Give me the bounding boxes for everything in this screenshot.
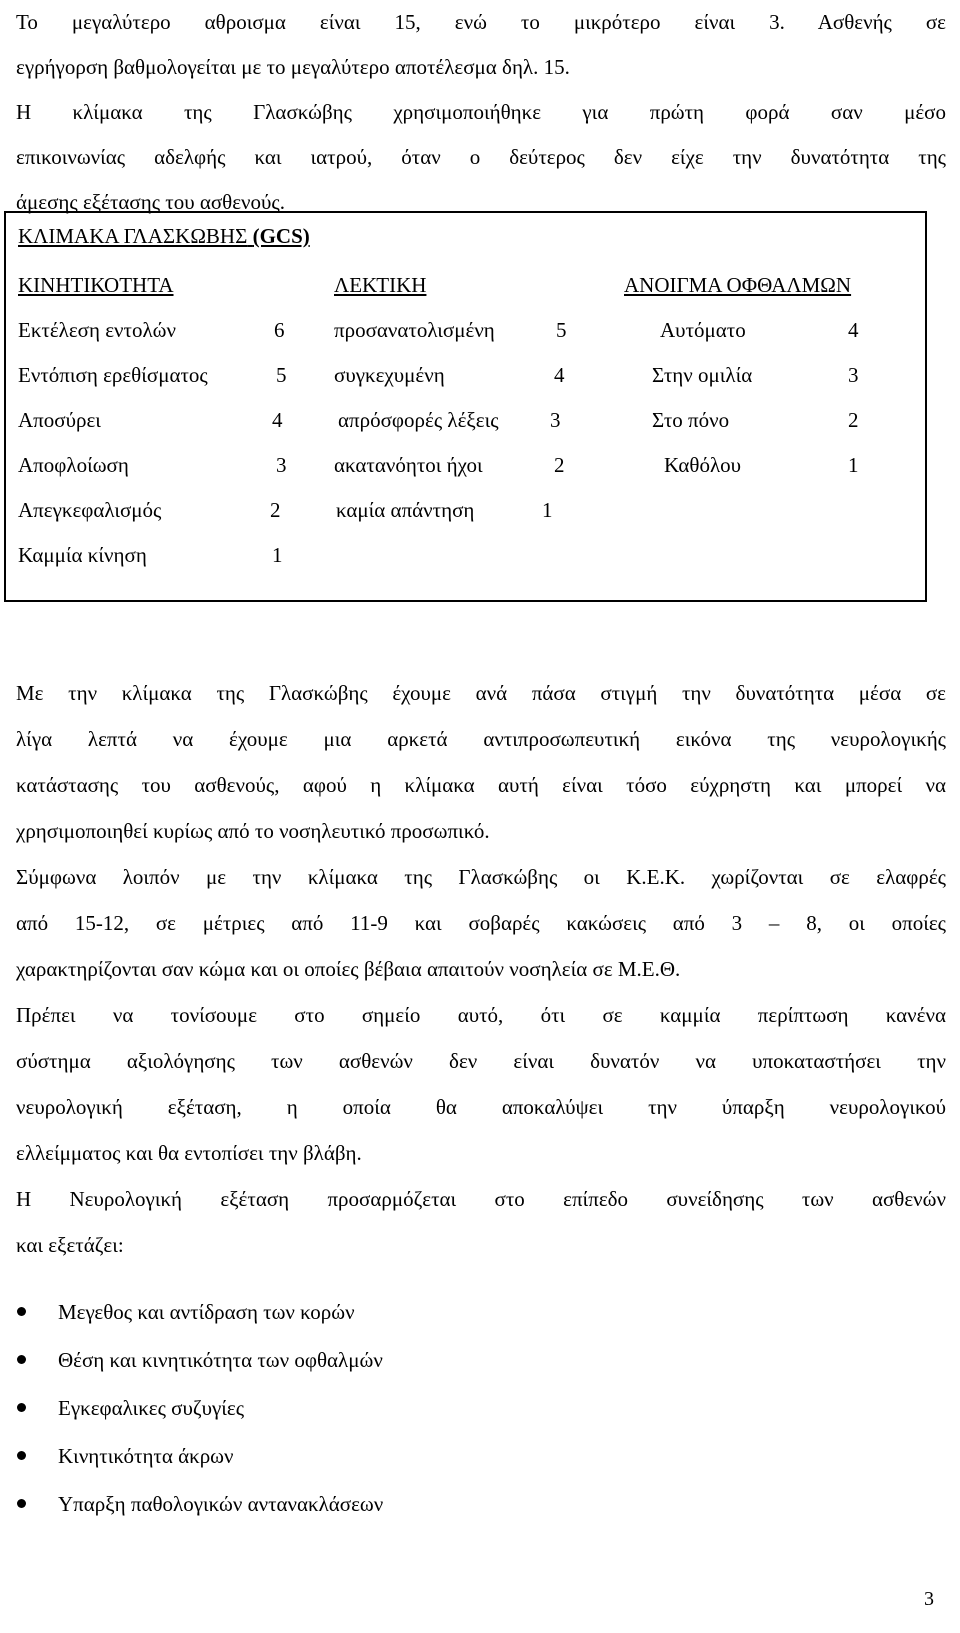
header-motor: ΚΙΝΗΤΙΚΟΤΗΤΑ [18,273,174,297]
intro-line: εγρήγορση βαθμολογείται με το μεγαλύτερο αποτέλεσμα δηλ. 15. [16,55,570,79]
list-item-text: Θέση και κινητικότητα των οφθαλμών [58,1348,383,1372]
eyes-label: Στην ομιλία [652,363,753,387]
motor-label: Αποσύρει [18,408,101,432]
body-line: από 15-12, σε μέτριες από 11-9 και σοβαρές κακώσεις από 3 – 8, οι οποίες [16,911,946,935]
motor-label: Απεγκεφαλισμός [18,498,162,522]
verbal-score: 4 [554,363,565,387]
list-item [0,1432,383,1480]
list-item-text: Εγκεφαλικες συζυγίες [58,1396,245,1420]
page-number: 3 [924,1588,934,1610]
motor-score: 2 [270,498,281,522]
bullet-icon [17,1499,26,1508]
eyes-score: 3 [848,363,859,387]
body-line: και εξετάζει: [16,1233,124,1257]
eyes-score: 2 [848,408,859,432]
verbal-score: 2 [554,453,565,477]
verbal-label: απρόσφορές λέξεις [338,408,499,432]
bullet-icon [17,1451,26,1460]
body-line: σύστημα αξιολόγησης των ασθενών δεν είναι δυνατόν να υποκαταστήσει την [16,1049,946,1073]
intro-line: Το μεγαλύτερο αθροισμα είναι 15, ενώ το μικρότερο είναι 3. Ασθενής σε [16,10,946,34]
verbal-label: προσανατολισμένη [334,318,495,342]
intro-line: επικοινωνίας αδελφής και ιατρού, όταν ο δεύτερος δεν είχε την δυνατότητα της [16,145,946,169]
verbal-label: συγκεχυμένη [334,363,445,387]
list-item-text: Μεγεθος και αντίδραση των κορών [58,1300,355,1324]
body-line: χαρακτηρίζονται σαν κώμα και οι οποίες βέβαια απαιτούν νοσηλεία σε Μ.Ε.Θ. [16,957,681,981]
body-line: νευρολογική εξέταση, η οποία θα αποκαλύψει την ύπαρξη νευρολογικού [16,1095,946,1119]
motor-label: Εκτέλεση εντολών [18,318,176,342]
bullet-icon [17,1355,26,1364]
gcs-table-box [4,211,927,602]
body-line: χρησιμοποιηθεί κυρίως από το νοσηλευτικό προσωπικό. [16,819,490,843]
list-item [0,1384,383,1432]
intro-line: άμεσης εξέτασης του ασθενούς. [16,190,286,214]
motor-score: 1 [272,543,283,567]
motor-score: 4 [272,408,283,432]
header-verbal: ΛΕΚΤΙΚΗ [334,273,427,297]
verbal-score: 1 [542,498,553,522]
body-line: ελλείμματος και θα εντοπίσει την βλάβη. [16,1141,362,1165]
list-item [0,1336,383,1384]
bullet-icon [17,1403,26,1412]
gcs-abbr: (GCS) [252,224,310,248]
body-line: κατάστασης του ασθενούς, αφού η κλίμακα αυτή είναι τόσο εύχρηστη και μπορεί να [16,773,946,797]
intro-line: Η κλίμακα της Γλασκώβης χρησιμοποιήθηκε για πρώτη φορά σαν μέσο [16,100,946,124]
eyes-score: 1 [848,453,859,477]
eyes-score: 4 [848,318,859,342]
verbal-score: 5 [556,318,567,342]
body-text [16,670,946,1268]
body-line: Πρέπει να τονίσουμε στο σημείο αυτό, ότι σε καμμία περίπτωση κανένα [16,1003,946,1027]
motor-label: Εντόπιση ερεθίσματος [18,363,208,387]
list-item [0,1480,383,1528]
intro-paragraph [16,0,946,225]
body-line: Με την κλίμακα της Γλασκώβης έχουμε ανά πάσα στιγμή την δυνατότητα μέσα σε [16,681,946,705]
body-line: λίγα λεπτά να έχουμε μια αρκετά αντιπροσωπευτική εικόνα της νευρολογικής [16,727,946,751]
motor-score: 5 [276,363,287,387]
list-item-text: Υπαρξη παθολογικών αντανακλάσεων [58,1492,384,1516]
bullet-icon [17,1307,26,1316]
gcs-title [18,224,310,249]
verbal-label: καμία απάντηση [336,498,475,522]
body-line: Η Νευρολογική εξέταση προσαρμόζεται στο επίπεδο συνείδησης των ασθενών [16,1187,946,1211]
exam-checklist [0,1288,383,1528]
body-line: Σύμφωνα λοιπόν με την κλίμακα της Γλασκώβης οι Κ.Ε.Κ. χωρίζονται σε ελαφρές [16,865,946,889]
eyes-label: Στο πόνο [652,408,730,432]
motor-score: 3 [276,453,287,477]
eyes-label: Αυτόματο [660,318,746,342]
gcs-title-text: ΚΛΙΜΑΚΑ ΓΛΑΣΚΩΒΗΣ [18,224,248,248]
list-item-text: Κινητικότητα άκρων [58,1444,234,1468]
motor-label: Καμμία κίνηση [18,543,147,567]
motor-label: Αποφλοίωση [18,453,129,477]
verbal-label: ακατανόητοι ήχοι [334,453,483,477]
list-item [0,1288,383,1336]
verbal-score: 3 [550,408,561,432]
motor-score: 6 [274,318,285,342]
header-eyes: ΑΝΟΙΓΜΑ ΟΦΘΑΛΜΩΝ [624,273,852,297]
eyes-label: Καθόλου [664,453,742,477]
